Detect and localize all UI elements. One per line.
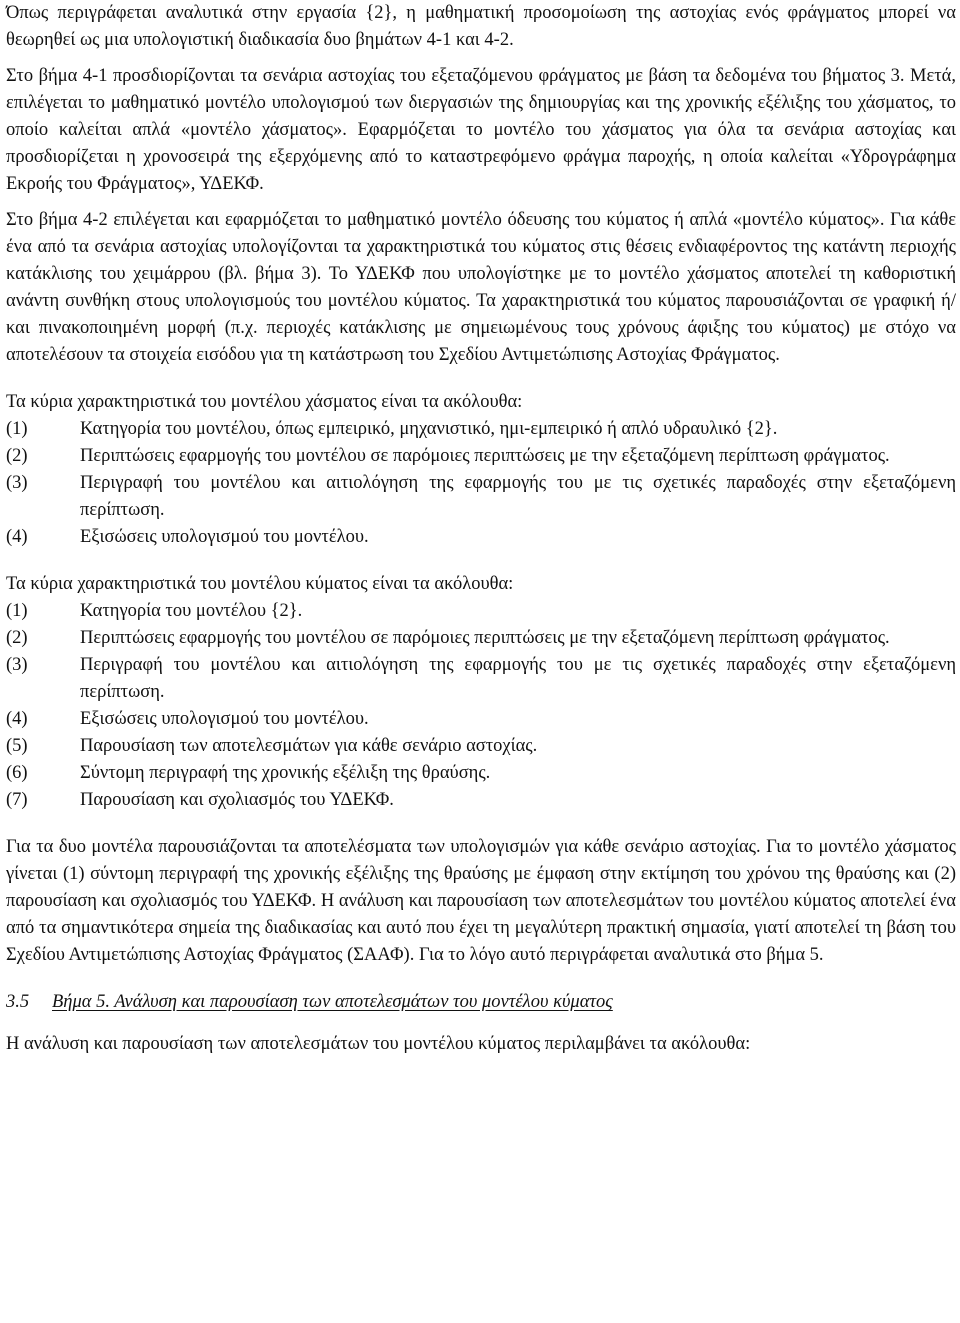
list-text: Περιγραφή του μοντέλου και αιτιολόγηση της εφαρμογής του με τις σχετικές παραδοχές στην εξεταζόμενη περίπτωση. — [80, 655, 956, 702]
list-number: (4) — [6, 709, 28, 729]
list-text: Κατηγορία του μοντέλου {2}. — [80, 601, 303, 621]
list-number: (3) — [6, 473, 28, 493]
paragraph-intro: Όπως περιγράφεται αναλυτικά στην εργασία {2}, η μαθηματική προσομοίωση της αστοχίας ενός φράγματος μπορεί να θεωρηθεί ως μια υπολογιστική διαδικασία δυο βημάτων 4-1 και 4-2. — [6, 3, 956, 50]
list-item — [6, 598, 956, 625]
wave-model-list — [6, 598, 956, 814]
list-item — [6, 416, 956, 443]
gap-model-list — [6, 416, 956, 551]
list-item — [6, 625, 956, 652]
list-number: (2) — [6, 446, 28, 466]
list-number: (3) — [6, 655, 28, 675]
list-item — [6, 443, 956, 470]
paragraph-step-4-1: Στο βήμα 4-1 προσδιορίζονται τα σενάρια αστοχίας του εξεταζόμενου φράγματος με βάση τα δεδομένα του βήματος 3. Μετά, επιλέγεται το μαθηματικό μοντέλο υπολογισμού των διεργασιών της δημιουργίας και της χρονικής εξέλιξης του χάσματος, το οποίο καλείται απλά «μοντέλο χάσματος». Εφαρμόζεται το μοντέλο του χάσματος για όλα τα σενάρια αστοχίας και προσδιορίζεται η χρονοσειρά της εξερχόμενης από το καταστρεφόμενο φράγμα παροχής, η οποία καλείται «Υδρογράφημα Εκροής του Φράγματος», ΥΔΕΚΦ. — [6, 66, 956, 194]
list-text: Περιπτώσεις εφαρμογής του μοντέλου σε παρόμοιες περιπτώσεις με την εξεταζόμενη περίπτωση φράγματος. — [80, 446, 890, 466]
section-title: Βήμα 5. Ανάλυση και παρουσίαση των αποτελεσμάτων του μοντέλου κύματος — [52, 992, 613, 1012]
list-text: Παρουσίαση και σχολιασμός του ΥΔΕΚΦ. — [80, 790, 394, 810]
list-item — [6, 733, 956, 760]
list-item — [6, 706, 956, 733]
list-number: (2) — [6, 628, 28, 648]
list-number: (1) — [6, 419, 28, 439]
list-number: (6) — [6, 763, 28, 783]
gap-model-intro: Τα κύρια χαρακτηριστικά του μοντέλου χάσματος είναι τα ακόλουθα: — [6, 392, 523, 412]
list-number: (5) — [6, 736, 28, 756]
list-text: Κατηγορία του μοντέλου, όπως εμπειρικό, μηχανιστικό, ημι-εμπειρικό ή απλό υδραυλικό {2}. — [80, 419, 778, 439]
list-number: (1) — [6, 601, 28, 621]
list-text: Εξισώσεις υπολογισμού του μοντέλου. — [80, 709, 369, 729]
paragraph-results: Για τα δυο μοντέλα παρουσιάζονται τα αποτελέσματα των υπολογισμών για κάθε σενάριο αστοχίας. Για το μοντέλο χάσματος γίνεται (1) σύντομη περιγραφή της χρονικής εξέλιξης της θραύσης με έμφαση στην εκτίμηση του χρόνου της θραύσης και (2) παρουσίαση και σχολιασμός του ΥΔΕΚΦ. Η ανάλυση και παρουσίαση των αποτελεσμάτων του μοντέλου κύματος αποτελεί ένα από τα σημαντικότερα σημεία της διαδικασίας και αυτό που έχει τη μεγαλύτερη πρακτική σημασία, γιατί αποτελεί τη βάση του Σχεδίου Αντιμετώπισης Αστοχίας Φράγματος (ΣΑΑΦ). Για το λόγο αυτό περιγράφεται αναλυτικά στο βήμα 5. — [6, 837, 956, 965]
paragraph-step-4-2: Στο βήμα 4-2 επιλέγεται και εφαρμόζεται το μαθηματικό μοντέλο όδευσης του κύματος ή απλά «μοντέλο κύματος». Για κάθε ένα από τα σενάρια αστοχίας υπολογίζονται τα χαρακτηριστικά του κύματος στις θέσεις ενδιαφέροντος της κατάντη περιοχής κατάκλισης του χειμάρρου (βλ. βήμα 3). Το ΥΔΕΚΦ που υπολογίστηκε με το μοντέλο χάσματος αποτελεί τη καθοριστική ανάντη συνθήκη στους υπολογισμούς του μοντέλου κύματος. Τα χαρακτηριστικά του κύματος παρουσιάζονται σε γραφική ή/και πινακοποιημένη μορφή (π.χ. περιοχές κατάκλισης με σημειωμένους τους χρόνους άφιξης του κύματος) με στόχο να αποτελέσουν τα στοιχεία εισόδου για τη κατάστρωση του Σχεδίου Αντιμετώπισης Αστοχίας Φράγματος. — [6, 210, 956, 365]
list-item — [6, 652, 956, 706]
list-text: Περιπτώσεις εφαρμογής του μοντέλου σε παρόμοιες περιπτώσεις με την εξεταζόμενη περίπτωση φράγματος. — [80, 628, 890, 648]
list-text: Εξισώσεις υπολογισμού του μοντέλου. — [80, 527, 369, 547]
section-number: 3.5 — [6, 992, 30, 1012]
list-number: (4) — [6, 527, 28, 547]
list-item — [6, 524, 956, 551]
list-text: Περιγραφή του μοντέλου και αιτιολόγηση της εφαρμογής του με τις σχετικές παραδοχές στην εξεταζόμενη περίπτωση. — [80, 473, 956, 520]
paragraph-analysis: Η ανάλυση και παρουσίαση των αποτελεσμάτων του μοντέλου κύματος περιλαμβάνει τα ακόλουθα: — [6, 1034, 751, 1054]
list-text: Παρουσίαση των αποτελεσμάτων για κάθε σενάριο αστοχίας. — [80, 736, 538, 756]
list-number: (7) — [6, 790, 28, 810]
list-item — [6, 787, 956, 814]
section-heading — [6, 989, 956, 1016]
list-item — [6, 470, 956, 524]
wave-model-intro: Τα κύρια χαρακτηριστικά του μοντέλου κύματος είναι τα ακόλουθα: — [6, 574, 514, 594]
list-text: Σύντομη περιγραφή της χρονικής εξέλιξη της θραύσης. — [80, 763, 491, 783]
list-item — [6, 760, 956, 787]
